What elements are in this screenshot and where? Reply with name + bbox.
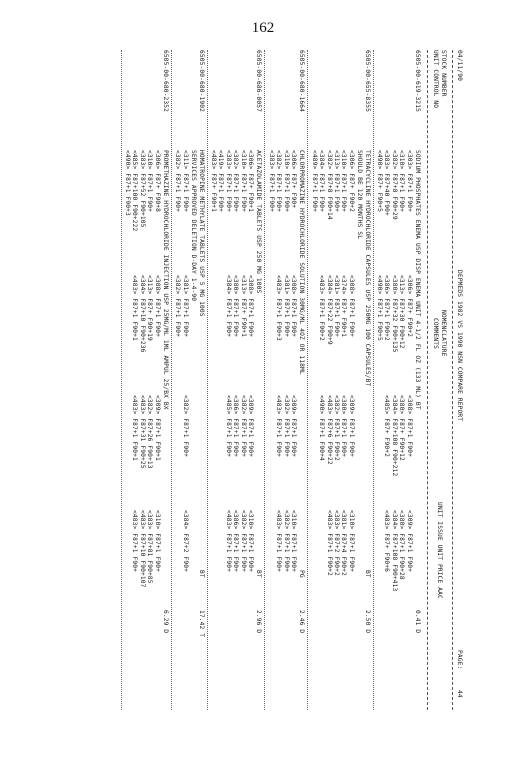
record-code-line: <483> F87+ F90+6 bbox=[383, 510, 391, 573]
record-code-line: <382> F87+1 F90+2 bbox=[333, 395, 341, 461]
record-code-line: <383> F87+2 F90+2 bbox=[333, 510, 341, 576]
record-unit-price: 2.50 D bbox=[363, 610, 371, 634]
record-code-line: <490> F87+1 F90+4 bbox=[318, 395, 326, 461]
record-code-line: <374> F87+ F90+1 bbox=[340, 275, 348, 338]
record-code-line: <382> F87+8 F90+14 bbox=[325, 150, 333, 220]
record-code-column bbox=[376, 150, 413, 220]
record-code-column bbox=[224, 395, 254, 457]
report-date: 04/11/90 bbox=[456, 50, 463, 82]
record-code-line: <310> F87+1 F90+ bbox=[340, 150, 348, 213]
record-code-column bbox=[181, 510, 188, 572]
record-code-column bbox=[275, 510, 297, 572]
record-unit-issue: BT bbox=[255, 570, 263, 578]
record-code-line: <483> F87+1 F90+1 bbox=[131, 275, 139, 341]
record-code-line: <306> F87+ F90+2 bbox=[347, 150, 355, 213]
record-code-line: <306> F87+ F90+1 bbox=[247, 150, 255, 213]
page-label: PAGE: bbox=[456, 650, 463, 670]
column-header-unit-issue-price: UNIT ISSUE UNIT PRICE AAC bbox=[436, 502, 443, 599]
record-code-line: <490> F87+1 F90+3 bbox=[124, 150, 132, 216]
record-code-line: <308> F87+1 F90+ bbox=[347, 275, 355, 338]
record-code-line: <483> F87+1 F90+1 bbox=[131, 395, 139, 461]
record-code-column bbox=[275, 275, 297, 341]
record-code-line: <383> F87+81 F90+85 bbox=[146, 510, 154, 584]
record-code-line: <483> F87+1 F90+2 bbox=[325, 510, 333, 576]
record-code-line: <483> F87+1 F90+2 bbox=[318, 275, 326, 341]
record-separator bbox=[207, 50, 208, 710]
record-code-line: <309> F87+1 F90+ bbox=[405, 510, 413, 573]
record-stock-number: 6505-00-619-3215 bbox=[414, 50, 421, 113]
record-code-line: <483> F87+1 F90+ bbox=[131, 510, 139, 573]
record-code-line: <310> F87+1 F90+ bbox=[146, 150, 154, 213]
record-code-line: <419> F87+1 F90+ bbox=[217, 150, 225, 213]
column-header-nomenclature: NOMENCLATURE bbox=[440, 310, 447, 357]
record-code-line: <386> F87+1 F90+ bbox=[232, 510, 240, 573]
rotated-report-printout bbox=[63, 50, 463, 710]
header-divider-top bbox=[452, 50, 453, 710]
record-code-line: <386> F87+1 F90+2 bbox=[383, 275, 391, 341]
record-unit-price: 2.46 D bbox=[298, 610, 306, 634]
record-code-line: <490> F87+ F90+5 bbox=[376, 150, 384, 213]
record-code-line: <308> F87+1 F90+ bbox=[153, 275, 161, 338]
record-code-line: <384> F87+1 F90+ bbox=[318, 150, 326, 213]
record-code-line: <483> F87+6 F90+22 bbox=[325, 395, 333, 465]
record-description: SODIUM PHOSPHATES ENEMA USP DISP ENEMA UNIT 4-1/2 FL OZ (133 ML) BT bbox=[414, 150, 421, 410]
record-code-line: <306> F87+ F90+ bbox=[290, 150, 298, 209]
record-block bbox=[121, 50, 169, 710]
record-code-line: <382> F87+1 F90+ bbox=[282, 395, 290, 458]
record-stock-number: 6505-00-686-0057 bbox=[255, 50, 263, 113]
record-unit-issue: PG bbox=[298, 570, 306, 578]
record-code-line: <309> F87+1 F90+ bbox=[290, 395, 298, 458]
record-description: TETRACYCLINE HYDROCHLORIDE CAPSULES USP 250MG 100 CAPSULES/BT bbox=[363, 150, 371, 387]
record-description: HOMATROPINE METHYLATE TABLETS USP 5 MG 100S bbox=[197, 150, 205, 317]
record-description: CHLORPROMAZINE HYDROCHLORIDE SOLUTION 30MG/ML 4OZ OR 118ML bbox=[298, 150, 306, 375]
record-code-column bbox=[383, 510, 413, 591]
record-code-column bbox=[181, 395, 188, 457]
record-code-line: <483> F87+ F90+1 bbox=[210, 150, 218, 213]
record-code-line: <483> F87+1 F90+ bbox=[224, 510, 232, 573]
record-code-line: <382> F87+1 F90+ bbox=[174, 275, 182, 338]
record-block bbox=[171, 50, 205, 710]
record-code-line: <485> F87+ F90+2 bbox=[383, 395, 391, 458]
record-code-line: <310> F87+1 F90+ bbox=[282, 150, 290, 213]
record-unit-issue: BT bbox=[197, 570, 205, 578]
record-code-line: <303> F87+1 F90+ bbox=[405, 150, 413, 213]
record-code-line: <485> F87+1 F90+ bbox=[224, 395, 232, 458]
record-code-line: <310> F87+1 F90+ bbox=[347, 510, 355, 573]
record-unit-price: 6.29 D bbox=[162, 610, 169, 634]
record-code-column bbox=[131, 510, 161, 588]
record-code-line: <384> F87+22 F90+9 bbox=[325, 275, 333, 345]
record-code-line: <382> F87+26 F90+13 bbox=[146, 395, 154, 469]
record-code-line: <483> F87+1 F90+3 bbox=[275, 275, 283, 341]
record-code-column bbox=[310, 150, 354, 220]
record-code-line: <313> F87+1 F90+ bbox=[333, 150, 341, 213]
record-code-line: <309> F87+1 F90+ bbox=[247, 395, 255, 458]
record-code-line: <383> F87+52 F90+105 bbox=[138, 150, 146, 228]
record-code-line: <313> F87+30 F90+12 bbox=[398, 275, 406, 349]
record-block bbox=[207, 50, 263, 710]
record-code-column bbox=[275, 395, 297, 457]
record-code-line: <310> F87+1 F90+ bbox=[398, 150, 406, 213]
record-block bbox=[307, 50, 370, 710]
record-code-column bbox=[318, 395, 355, 465]
record-stock-number: 6505-00-680-1664 bbox=[298, 50, 306, 113]
page-value: 44 bbox=[456, 690, 463, 698]
report-title: DEPMEDS 1982 VS 1990 NSN COMPARE REPORT bbox=[456, 270, 463, 422]
record-code-line: <309> F87+1 F90+1 bbox=[153, 395, 161, 461]
record-code-line: <313> F87+ F90+1 bbox=[239, 275, 247, 338]
record-code-line: <306> F87+ F90+2 bbox=[405, 275, 413, 338]
record-code-column bbox=[174, 275, 189, 337]
record-code-line: <384> F87+108 F90+212 bbox=[390, 395, 398, 477]
record-code-line: <381> F87+4 F90+2 bbox=[340, 510, 348, 576]
record-code-line: <483> F87+31 F90+25 bbox=[138, 395, 146, 469]
record-code-line: <311> F87+1 F90+ bbox=[181, 150, 189, 213]
record-code-line: <381> F87+1 F90+ bbox=[333, 275, 341, 338]
record-code-column bbox=[267, 150, 297, 212]
record-unit-price: 17.42 T bbox=[197, 610, 205, 638]
record-code-column bbox=[131, 395, 161, 469]
record-code-line: <308> F87+1 F90+ bbox=[290, 275, 298, 338]
record-separator bbox=[121, 50, 122, 710]
record-code-line: <308> F87+1 F90+ bbox=[247, 275, 255, 338]
record-stock-number: 6505-00-680-1902 bbox=[197, 50, 205, 113]
record-code-line: <381> F87+1 F90+ bbox=[181, 275, 189, 338]
record-code-column bbox=[325, 510, 355, 576]
record-description: PROMETHAZINE HYDROCHLORIDE INJECTION USP 25MG/ML 1ML AMPUL 25/BX BX bbox=[162, 150, 169, 410]
record-separator bbox=[307, 50, 308, 710]
record-code-line: <382> F87+1 F90+ bbox=[181, 395, 189, 458]
record-code-line: <309> F87+1 F90+ bbox=[347, 395, 355, 458]
record-separator bbox=[373, 50, 374, 710]
record-comment: SHOULD BE 120 MONTHS SL bbox=[356, 150, 364, 240]
record-code-line: <483> F87+1 F90+ bbox=[275, 395, 283, 458]
record-code-line: <489> F87+1 F90+ bbox=[310, 150, 318, 213]
record-block bbox=[373, 50, 421, 710]
record-code-column bbox=[174, 150, 189, 212]
record-code-line: <383> F87+40 F90+ bbox=[383, 150, 391, 216]
record-description: ACETAZOLAMIDE TABLETS USP 250 MG 100S bbox=[255, 150, 263, 294]
record-code-line: <380> F87+1 F90+28 bbox=[398, 510, 406, 580]
record-stock-number: 6505-00-655-8355 bbox=[363, 50, 371, 113]
record-code-column bbox=[383, 395, 413, 476]
header-divider-bottom bbox=[427, 50, 428, 710]
record-code-column bbox=[224, 510, 254, 572]
record-unit-issue: BT bbox=[363, 570, 371, 578]
record-code-line: <310> F87+1 F90+ bbox=[239, 150, 247, 213]
record-code-column bbox=[318, 275, 355, 345]
record-code-line: <382> F87+1 F90+ bbox=[232, 150, 240, 213]
column-header-unit-control: UNIT CONTROL NO bbox=[432, 50, 439, 109]
record-separator bbox=[171, 50, 172, 710]
record-code-line: <310> F87+1 F90+ bbox=[153, 510, 161, 573]
record-code-line: <384> F87+108 F90+413 bbox=[390, 510, 398, 592]
record-code-line: <308> F87+1 F90+ bbox=[405, 395, 413, 458]
record-code-line: <313> F87+ F90+19 bbox=[146, 275, 154, 341]
record-code-column bbox=[376, 275, 413, 353]
record-code-line: <382> F87+1 F90+ bbox=[275, 150, 283, 213]
record-separator bbox=[264, 50, 265, 710]
record-code-column bbox=[124, 150, 161, 231]
record-code-column bbox=[131, 275, 161, 353]
record-code-line: <483> F87+10 F90+107 bbox=[138, 510, 146, 588]
record-unit-price: 2.96 D bbox=[255, 610, 263, 634]
record-code-line: <306> F87+ F90+8 bbox=[153, 150, 161, 213]
record-code-line: <386> F87+1 F90+ bbox=[232, 395, 240, 458]
record-code-line: <380> F87+32 F90+135 bbox=[390, 275, 398, 353]
record-block bbox=[264, 50, 305, 710]
record-code-line: <382> F87+1 F90+ bbox=[239, 510, 247, 573]
column-header-stock-number: STOCK NUMBER bbox=[440, 50, 447, 97]
record-stock-number: 6505-00-680-2352 bbox=[162, 50, 169, 113]
record-code-line: <383> F87+1 F90+ bbox=[224, 150, 232, 213]
record-code-column bbox=[224, 275, 254, 337]
record-code-line: <310> F87+1 F90+ bbox=[290, 510, 298, 573]
page-number: 162 bbox=[251, 20, 275, 36]
record-code-line: <384> F87+10 F90+236 bbox=[138, 275, 146, 353]
record-code-line: <380> F87+1 F90+ bbox=[232, 275, 240, 338]
record-code-line: <382> F87+8 F90+29 bbox=[390, 150, 398, 220]
record-unit-price: 0.41 D bbox=[414, 610, 421, 634]
record-code-line: <384> F87+1 F90+ bbox=[224, 275, 232, 338]
record-code-column bbox=[210, 150, 254, 212]
record-code-line: <382> F87+1 F90+ bbox=[174, 150, 182, 213]
record-comment: SERVICES APPROVED DELETION D-DAY 1-4-90 bbox=[190, 150, 198, 302]
column-header-comments: COMMENTS bbox=[432, 318, 439, 350]
record-code-line: <380> F87+1 F90+ bbox=[340, 395, 348, 458]
record-code-line: <384> F87+2 F90+ bbox=[181, 510, 189, 573]
record-code-line: <490> F87+1 F90+5 bbox=[376, 275, 384, 341]
record-code-line: <310> F87+1 F90+ bbox=[247, 510, 255, 573]
record-code-line: <383> F87+1 F90+ bbox=[267, 150, 275, 213]
record-code-line: <382> F87+1 F90+ bbox=[282, 510, 290, 573]
record-code-line: <381> F87+1 F90+ bbox=[282, 275, 290, 338]
record-code-line: <483> F87+1 F90+ bbox=[275, 510, 283, 573]
record-code-line: <380> F87+ F90+12 bbox=[398, 395, 406, 461]
record-code-line: <382> F87+1 F90+ bbox=[239, 395, 247, 458]
record-code-line: <485> F87+100 F90+222 bbox=[131, 150, 139, 232]
